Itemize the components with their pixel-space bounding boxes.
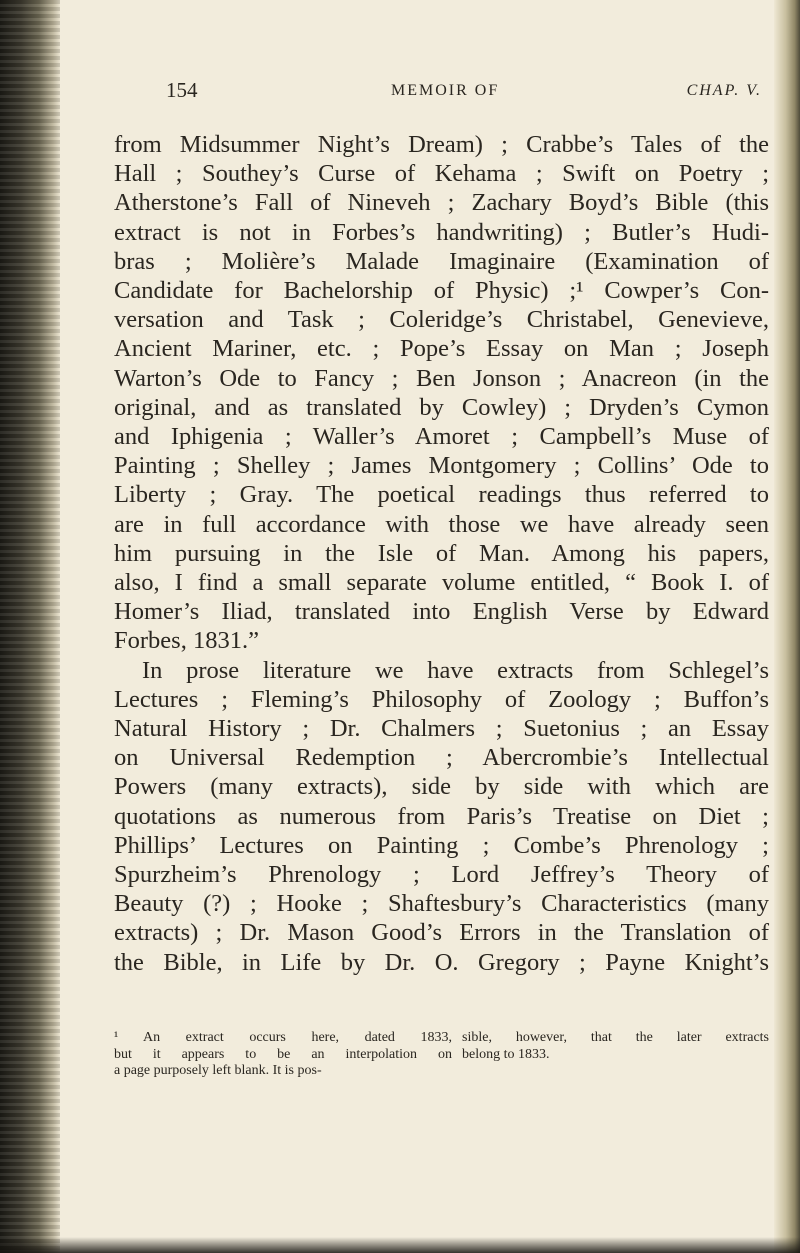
text-line: on Universal Redemption ; Abercrombie’s Intellectual <box>114 744 769 772</box>
text-line: Beauty (?) ; Hooke ; Shaftesbury’s Characteristics (many <box>114 890 769 918</box>
page-number: 154 <box>166 78 198 102</box>
text-line: quotations as numerous from Paris’s Treatise on Diet ; <box>114 802 769 830</box>
body-text <box>114 130 769 977</box>
page-header <box>166 78 766 108</box>
text-line: extract is not in Forbes’s handwriting) ; Butler’s Hudi- <box>114 218 769 246</box>
text-line: Ancient Mariner, etc. ; Pope’s Essay on Man ; Joseph <box>114 335 769 363</box>
page-edge-shadow <box>774 0 800 1253</box>
footnote-line: but it appears to be an interpolation on <box>114 1046 452 1062</box>
footnote-column-left <box>114 1030 452 1080</box>
text-line: Powers (many extracts), side by side with which are <box>114 773 769 801</box>
page-bottom-shadow <box>0 1237 800 1253</box>
text-line: bras ; Molière’s Malade Imaginaire (Examination of <box>114 247 769 275</box>
footnote-line: a page purposely left blank. It is pos- <box>114 1063 322 1078</box>
text-line: Candidate for Bachelorship of Physic) ;¹ Cowper’s Con- <box>114 277 769 305</box>
text-line: the Bible, in Life by Dr. O. Gregory ; Payne Knight’s <box>114 948 769 976</box>
text-line: are in full accordance with those we have already seen <box>114 510 769 538</box>
text-line: Forbes, 1831.” <box>114 627 259 655</box>
text-line: also, I find a small separate volume entitled, “ Book I. of <box>114 569 769 597</box>
text-line: him pursuing in the Isle of Man. Among his papers, <box>114 539 769 567</box>
text-line: versation and Task ; Coleridge’s Christabel, Genevieve, <box>114 306 769 334</box>
text-line: extracts) ; Dr. Mason Good’s Errors in the Translation of <box>114 919 769 947</box>
text-line: Lectures ; Fleming’s Philosophy of Zoology ; Buffon’s <box>114 685 769 713</box>
footnote-column-right <box>462 1030 769 1063</box>
chapter-label: CHAP. V. <box>686 82 762 99</box>
footnote-line: ¹ An extract occurs here, dated 1833, <box>114 1030 452 1045</box>
footnote-line: sible, however, that the later extracts <box>462 1030 769 1045</box>
text-line: Atherstone’s Fall of Nineveh ; Zachary Boyd’s Bible (this <box>114 189 769 217</box>
text-line: Liberty ; Gray. The poetical readings thus referred to <box>114 481 769 509</box>
text-line: original, and as translated by Cowley) ; Dryden’s Cymon <box>114 393 769 421</box>
footnote-line: belong to 1833. <box>462 1046 550 1062</box>
text-line: Spurzheim’s Phrenology ; Lord Jeffrey’s Theory of <box>114 861 769 889</box>
text-line: from Midsummer Night’s Dream) ; Crabbe’s Tales of the <box>114 131 769 158</box>
text-line: and Iphigenia ; Waller’s Amoret ; Campbell’s Muse of <box>114 423 769 451</box>
text-line: Hall ; Southey’s Curse of Kehama ; Swift on Poetry ; <box>114 160 769 188</box>
book-spine-shadow <box>0 0 60 1253</box>
text-line: Natural History ; Dr. Chalmers ; Suetonius ; an Essay <box>114 715 769 743</box>
text-line: Homer’s Iliad, translated into English Verse by Edward <box>114 598 769 626</box>
paragraph-start-line: In prose literature we have extracts from Schlegel’s <box>142 656 769 684</box>
running-title: MEMOIR OF <box>391 82 500 99</box>
text-line: Painting ; Shelley ; James Montgomery ; Collins’ Ode to <box>114 452 769 480</box>
text-line: Warton’s Ode to Fancy ; Ben Jonson ; Anacreon (in the <box>114 364 769 392</box>
text-line: Phillips’ Lectures on Painting ; Combe’s Phrenology ; <box>114 831 769 859</box>
